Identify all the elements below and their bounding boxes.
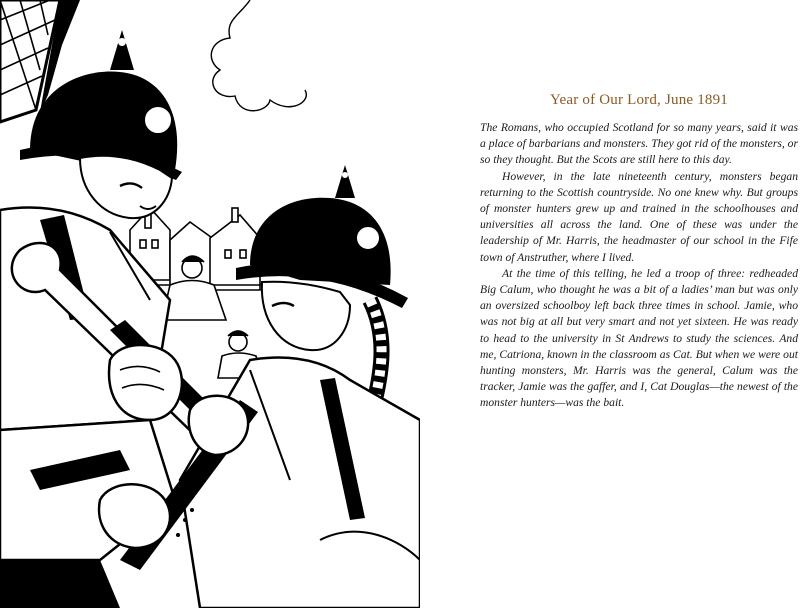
text-page xyxy=(480,0,798,608)
paragraph-2: However, in the late nineteenth century, monsters began returning to the Scottish countryside. No one knew why. But groups of monster hunters grew up and trained in the schoolhouses and universities all across the land. One of these was under the leadership of Mr. Harris, the headmaster of our school in the Fife town of Anstruther, where I lived. xyxy=(480,169,798,264)
paragraph-3: At the time of this telling, he led a troop of three: redheaded Big Calum, who thought he was a bit of a ladies’ man but was only an oversized schoolboy left back three times in school. Jamie, who was not big at all but very smart and not yet sixteen. He was ready to head to the university in St Andrews to study the sciences. And me, Catriona, known in the classroom as Cat. But when we were out hunting monsters, Mr. Harris was the general, Calum was the tracker, Jamie was the gaffer, and I, Cat Douglas—the newest of the monster hunters—was the bait. xyxy=(480,266,798,410)
cloud-outline xyxy=(211,0,306,111)
chapter-title: Year of Our Lord, June 1891 xyxy=(549,92,729,108)
paragraph-1: The Romans, who occupied Scotland for so many years, said it was a place of barbarians and monsters. They got rid of the monsters, or so they thought. But the Scots are still here to this day. xyxy=(480,121,798,167)
body-text xyxy=(480,120,798,412)
